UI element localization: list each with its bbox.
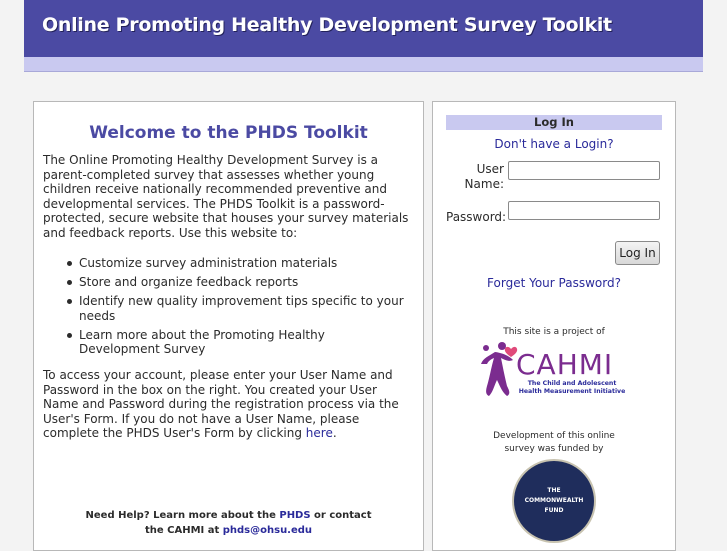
- help-text: [34, 509, 423, 538]
- access-paragraph: [43, 368, 415, 441]
- list-item: Identify new quality improvement tips specific to your needs: [79, 294, 409, 323]
- list-item: Store and organize feedback reports: [79, 275, 409, 290]
- login-panel: [432, 101, 676, 551]
- list-item: Learn more about the Promoting Healthy Development Survey: [79, 328, 409, 357]
- site-title: Online Promoting Healthy Development Survey Toolkit: [42, 14, 612, 36]
- cahmi-figure-head-icon: [483, 345, 489, 351]
- cw-line2: COMMONWEALTH: [524, 497, 584, 504]
- list-item: Customize survey administration materials: [79, 256, 409, 271]
- welcome-panel: [33, 101, 424, 551]
- cahmi-tagline-2: Health Measurement Initiative: [518, 388, 626, 395]
- cahmi-figure-head-icon: [498, 342, 506, 350]
- help-middle: or contact: [314, 510, 372, 521]
- cahmi-name: CAHMI: [516, 348, 614, 381]
- help-prefix: Need Help? Learn more about the: [85, 510, 276, 521]
- cw-line3: FUND: [544, 507, 564, 514]
- intro-paragraph: The Online Promoting Healthy Development Survey is a parent-completed survey that assesses whether young children receive nationally recommended preventive and developmental services. The PHDS Toolkit is a password-protected, secure website that houses your survey materials and feedback reports. Use this website to:: [43, 153, 409, 240]
- users-form-link[interactable]: here: [305, 426, 333, 441]
- access-end: .: [332, 426, 337, 441]
- username-label: User Name:: [464, 162, 504, 191]
- login-heading: Log In: [446, 115, 662, 130]
- email-link[interactable]: phds@ohsu.edu: [222, 524, 313, 536]
- funded-text: Development of this online survey was funded by: [493, 431, 615, 454]
- cahmi-figure-icon: [481, 352, 513, 396]
- password-input[interactable]: [508, 201, 660, 220]
- password-label: Password:: [446, 210, 507, 224]
- phds-link[interactable]: PHDS: [279, 510, 311, 521]
- cw-line1: THE: [547, 487, 561, 494]
- features-list: [79, 256, 409, 362]
- help-line2: the CAHMI at: [144, 524, 220, 536]
- site-header: [24, 0, 703, 57]
- welcome-title: Welcome to the PHDS Toolkit: [89, 123, 368, 143]
- header-subbar: [24, 57, 703, 72]
- username-input[interactable]: [508, 161, 660, 180]
- access-text: To access your account, please enter your User Name and Password in the box on the right. You created your User Name and Password during the registration process via the User's Form. If you do not have a User Name, please complete the PHDS User's Form by clicking: [43, 368, 399, 441]
- no-login-link[interactable]: Don't have a Login?: [494, 137, 614, 151]
- login-button[interactable]: Log In: [615, 241, 660, 265]
- forgot-password-link[interactable]: Forget Your Password?: [487, 276, 621, 290]
- cahmi-tagline-1: The Child and Adolescent: [527, 380, 617, 387]
- commonwealth-fund-logo[interactable]: [511, 458, 597, 544]
- project-text: This site is a project of: [503, 327, 605, 337]
- cahmi-logo[interactable]: [479, 342, 629, 400]
